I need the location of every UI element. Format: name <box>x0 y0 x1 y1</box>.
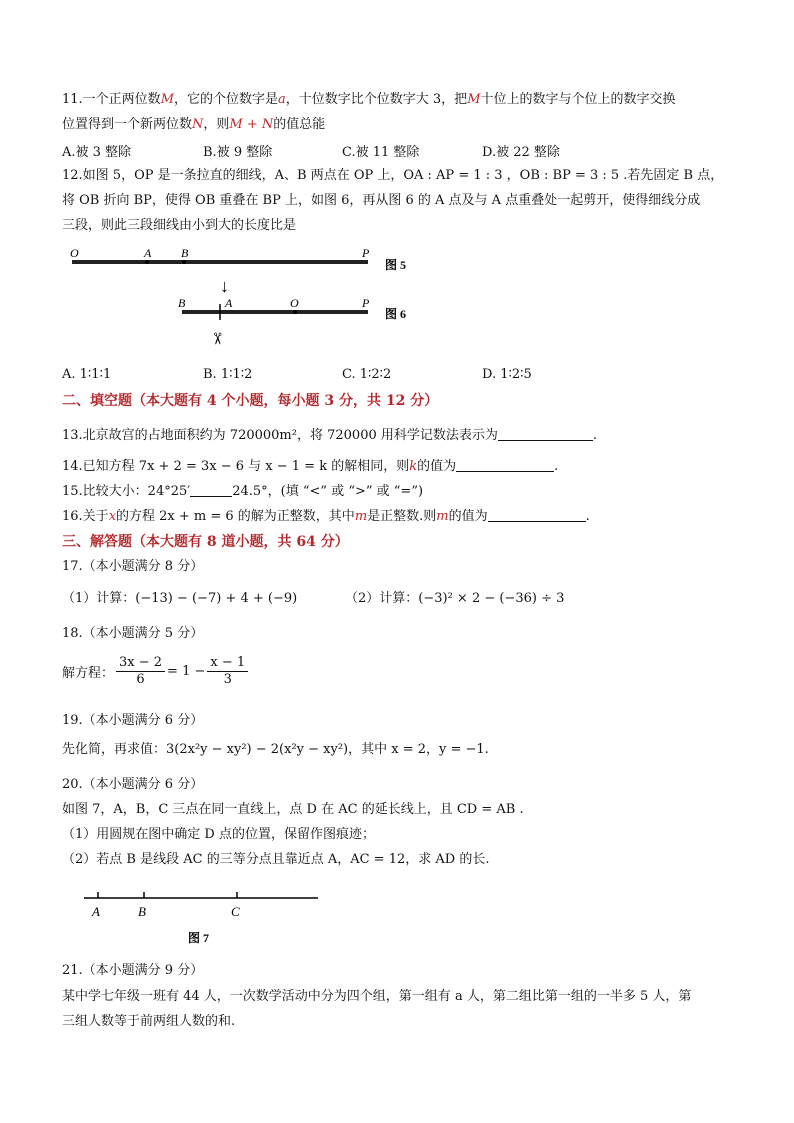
q11-option-d: D.被 22 整除 <box>482 145 560 160</box>
figure-5-6 <box>60 240 430 355</box>
q16-text: 的方程 2x + m = 6 的解为正整数，其中 <box>116 509 355 524</box>
var-m: M <box>467 92 481 107</box>
q12-option-c: C. 1∶2∶2 <box>342 367 392 382</box>
fig6-label-o: O <box>290 296 299 310</box>
q15-text: 15.比较大小：24°25′ <box>62 484 191 499</box>
q18-title: 18.（本小题满分 5 分） <box>62 626 204 641</box>
scissors-icon: ✂ <box>208 332 225 346</box>
var-a: a <box>278 92 286 107</box>
fig5-caption: 图 5 <box>385 258 407 272</box>
fraction-numerator: 3x − 2 <box>116 655 165 672</box>
var-m: m <box>354 509 368 524</box>
expr-m-plus-n: M + N <box>229 117 274 132</box>
q11-line-2 <box>62 116 325 134</box>
section-2-heading: 二、填空题（本大题有 4 个小题，每小题 3 分，共 12 分） <box>62 393 439 409</box>
fig5-point-b <box>182 260 186 264</box>
q15-value: 24.5° <box>232 484 268 499</box>
figure-7 <box>82 882 332 950</box>
fig7-label-c: C <box>231 904 240 919</box>
fig6-caption: 图 6 <box>385 307 407 321</box>
fig5-line <box>72 260 368 264</box>
fig5-point-a <box>145 260 149 264</box>
q21-title: 21.（本小题满分 9 分） <box>62 963 204 978</box>
var-m: M <box>160 92 174 107</box>
var-n: N <box>192 117 204 132</box>
q15-text: ，(填 “<” 或 “>” 或 “=”) <box>267 484 424 499</box>
q18-mid: = 1 − <box>167 664 206 679</box>
fig7-caption: 图 7 <box>188 931 210 945</box>
q12-line-3: 三段，则此三段细线由小到大的长度比是 <box>62 218 297 233</box>
answer-blank[interactable] <box>190 484 232 497</box>
fig5-label-p: P <box>362 246 370 260</box>
q12-option-d: D. 1∶2∶5 <box>482 367 532 382</box>
fig5-label-b: B <box>181 246 189 260</box>
fraction <box>207 655 248 688</box>
fig6-label-p: P <box>362 296 370 310</box>
q12-option-b: B. 1∶1∶2 <box>203 367 253 382</box>
q11-text: 11.一个正两位数 <box>62 92 161 107</box>
q20-line-2: （1）用圆规在图中确定 D 点的位置，保留作图痕迹； <box>62 827 375 842</box>
fraction-denominator: 3 <box>223 672 232 687</box>
q11-text: 位置得到一个新两位数 <box>62 117 193 132</box>
q16-text: 16.关于 <box>62 509 109 524</box>
fig6-label-a: A <box>225 296 233 310</box>
q11-text: 十位上的数字与个位上的数字交换 <box>480 92 676 107</box>
var-m: m <box>436 509 449 524</box>
q11-option-b: B.被 9 整除 <box>203 145 273 160</box>
q11-text: ，十位数字比个位数字大 3，把 <box>285 92 468 107</box>
q18-prefix: 解方程： <box>62 666 115 681</box>
fig5-label-o: O <box>70 246 79 260</box>
q13-text: 13.北京故宫的占地面积约为 720000m²，将 720000 用科学记数法表示为 <box>62 428 498 443</box>
q17-part-2: （2）计算：(−3)² × 2 − (−36) ÷ 3 <box>345 591 565 606</box>
q21-line-2: 三组人数等于前两组人数的和. <box>62 1014 236 1029</box>
q18-equation <box>62 655 250 688</box>
q11-text: 的值总能 <box>273 117 326 132</box>
q20-title: 20.（本小题满分 6 分） <box>62 777 204 792</box>
fig6-line <box>182 310 368 314</box>
fig5-label-a: A <box>144 246 152 260</box>
q14-text: 14.已知方程 7x + 2 = 3x − 6 与 x − 1 = k 的解相同，则 <box>62 459 410 474</box>
section-3-heading: 三、解答题（本大题有 8 道小题，共 64 分） <box>62 534 349 550</box>
fig7-label-a: A <box>92 904 100 919</box>
q11-option-c: C.被 11 整除 <box>342 145 420 160</box>
q12-option-a: A. 1∶1∶1 <box>62 367 112 382</box>
var-k: k <box>409 459 418 474</box>
q19-body: 先化简，再求值：3(2x²y − xy²) − 2(x²y − xy²)，其中 x = 2，y = −1. <box>62 742 489 757</box>
q21-line-1: 某中学七年级一班有 44 人，一次数学活动中分为四个组，第一组有 a 人，第二组比第一组的一半多 5 人，第 <box>62 989 692 1004</box>
answer-blank[interactable] <box>456 459 554 472</box>
q17-part-1: （1）计算：(−13) − (−7) + 4 + (−9) <box>62 591 298 606</box>
q19-title: 19.（本小题满分 6 分） <box>62 713 204 728</box>
fig6-label-b: B <box>178 296 186 310</box>
q14-text: 的值为 <box>417 459 457 474</box>
q11-line-1 <box>62 91 676 109</box>
answer-blank[interactable] <box>488 509 586 522</box>
q17-title: 17.（本小题满分 8 分） <box>62 559 204 574</box>
q20-line-3: （2）若点 B 是线段 AC 的三等分点且靠近点 A，AC = 12，求 AD 的长. <box>62 852 490 867</box>
answer-blank[interactable] <box>498 428 593 441</box>
fig7-label-b: B <box>138 904 146 919</box>
q11-option-a: A.被 3 整除 <box>62 145 132 160</box>
fraction-numerator: x − 1 <box>207 655 248 672</box>
q16-text: 的值为 <box>448 509 488 524</box>
q20-line-1: 如图 7，A，B，C 三点在同一直线上，点 D 在 AC 的延长线上，且 CD = AB . <box>62 802 524 817</box>
q14: 14.已知方程 7x + 2 = 3x − 6 与 x − 1 = k 的解相同，则k的值为 . <box>62 459 559 474</box>
var-x: x <box>108 509 117 524</box>
q12-line-1: 12.如图 5，OP 是一条拉直的细线，A、B 两点在 OP 上，OA : AP = 1 : 3 ，OB : BP = 3 : 5 .若先固定 B 点， <box>62 168 724 183</box>
q16-text: 是正整数.则 <box>367 509 437 524</box>
fraction <box>116 655 165 688</box>
q12-line-2: 将 OB 折向 BP，使得 OB 重叠在 BP 上，如图 6，再从图 6 的 A 点及与 A 点重叠处一起剪开，使得细线分成 <box>62 193 701 208</box>
q16: 16.关于x的方程 2x + m = 6 的解为正整数，其中m是正整数.则m的值为 . <box>62 509 590 524</box>
fig6-point-o <box>293 310 297 314</box>
q11-text: ，它的个位数字是 <box>174 92 279 107</box>
fraction-denominator: 6 <box>136 672 145 687</box>
q11-text: ，则 <box>203 117 230 132</box>
q13: 13.北京故宫的占地面积约为 720000m²，将 720000 用科学记数法表示为 . <box>62 428 598 443</box>
q15 <box>62 483 423 501</box>
down-arrow-icon: ↓ <box>220 276 229 296</box>
